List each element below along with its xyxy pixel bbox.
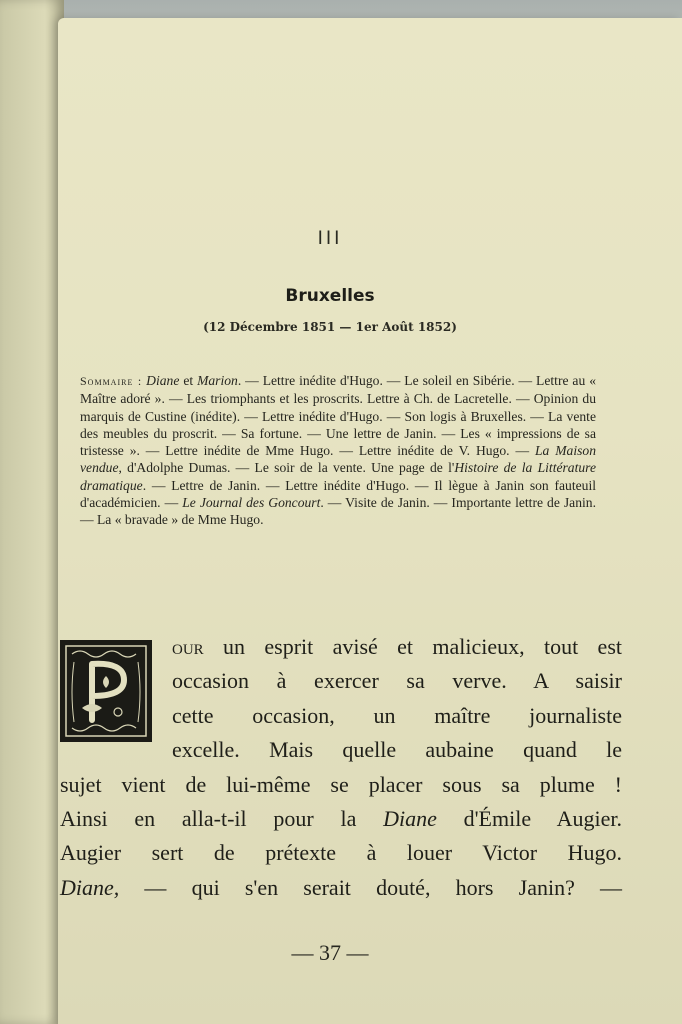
- body-title-ref: Diane: [383, 806, 437, 832]
- summary-title-ref: Le Journal des Goncourt: [182, 495, 321, 511]
- body-text-run: d'Émile Augier.: [436, 806, 623, 832]
- body-text-run: Ainsi en alla-t-il pour la: [60, 806, 384, 832]
- body-text-run: occasion à exercer sa verve. A saisir: [172, 668, 622, 694]
- page-number: — 37 —: [291, 940, 369, 965]
- summary-segment: . — Lettre inédite d'Hugo. — Le soleil en Sibérie. — Lettre au « Maître adoré ». — Les triomphants et les proscrits. Lettre à Ch. de Lacretelle. — Opinion du marquis de Custine (inédite). — Lettre inédite d'Hugo. — Son logis à Bruxelles. — La vente des meubles du proscrit. — Sa fortune. — Une lettre de Janin. — Les « impressions de sa tristesse ». — Lettre inédite de Mme Hugo. — Lettre inédite de V. Hugo. —: [80, 373, 596, 459]
- body-text-run: un esprit avisé et malicieux, tout est: [203, 634, 622, 659]
- body-line: [60, 733, 622, 767]
- body-line: [60, 871, 622, 905]
- summary-segment: et: [179, 373, 198, 388]
- facing-page-edge: [0, 0, 64, 1024]
- chapter-title: Bruxelles: [285, 286, 375, 306]
- body-text-run: our: [172, 634, 204, 659]
- body-line: [60, 836, 622, 870]
- summary-label: Sommaire :: [80, 374, 143, 388]
- chapter-dates: (12 Décembre 1851 — 1er Août 1852): [203, 320, 457, 334]
- body-text-run: excelle. Mais quelle aubaine quand le: [172, 737, 622, 763]
- summary-title-ref: La Maison vendue: [80, 443, 596, 476]
- body-text-run: sujet vient de lui-même se placer sous sa plume !: [60, 771, 622, 797]
- body-paragraph: [60, 630, 622, 905]
- summary-segment: , d'Adolphe Dumas. — Le soir de la vente. Une page de l': [118, 460, 455, 476]
- body-line: [60, 802, 622, 836]
- summary-title-ref: Marion: [197, 373, 238, 388]
- body-text-run: cette occasion, un maître journaliste: [172, 702, 622, 728]
- summary-segment: . — Visite de Janin. — Importante lettre de Janin. — La « bravade » de Mme Hugo.: [80, 495, 596, 528]
- body-text-run: Augier sert de prétexte à louer Victor Hugo.: [60, 840, 622, 866]
- body-line: [60, 664, 622, 698]
- summary-text: [80, 373, 596, 527]
- chapter-summary: [80, 372, 596, 529]
- body-line: [60, 699, 622, 733]
- body-line: [60, 630, 622, 664]
- body-text-run: — qui s'en serait douté, hors Janin? —: [119, 874, 622, 900]
- body-line: [60, 768, 622, 802]
- summary-title-ref: Histoire de la Littérature dramatique: [80, 460, 596, 493]
- chapter-number: III: [317, 228, 343, 249]
- summary-segment: . — Lettre de Janin. — Lettre inédite d'Hugo. — Il lègue à Janin son fauteuil d'académicien. —: [80, 477, 596, 511]
- body-title-ref: Diane,: [60, 874, 120, 900]
- summary-title-ref: Diane: [146, 373, 180, 388]
